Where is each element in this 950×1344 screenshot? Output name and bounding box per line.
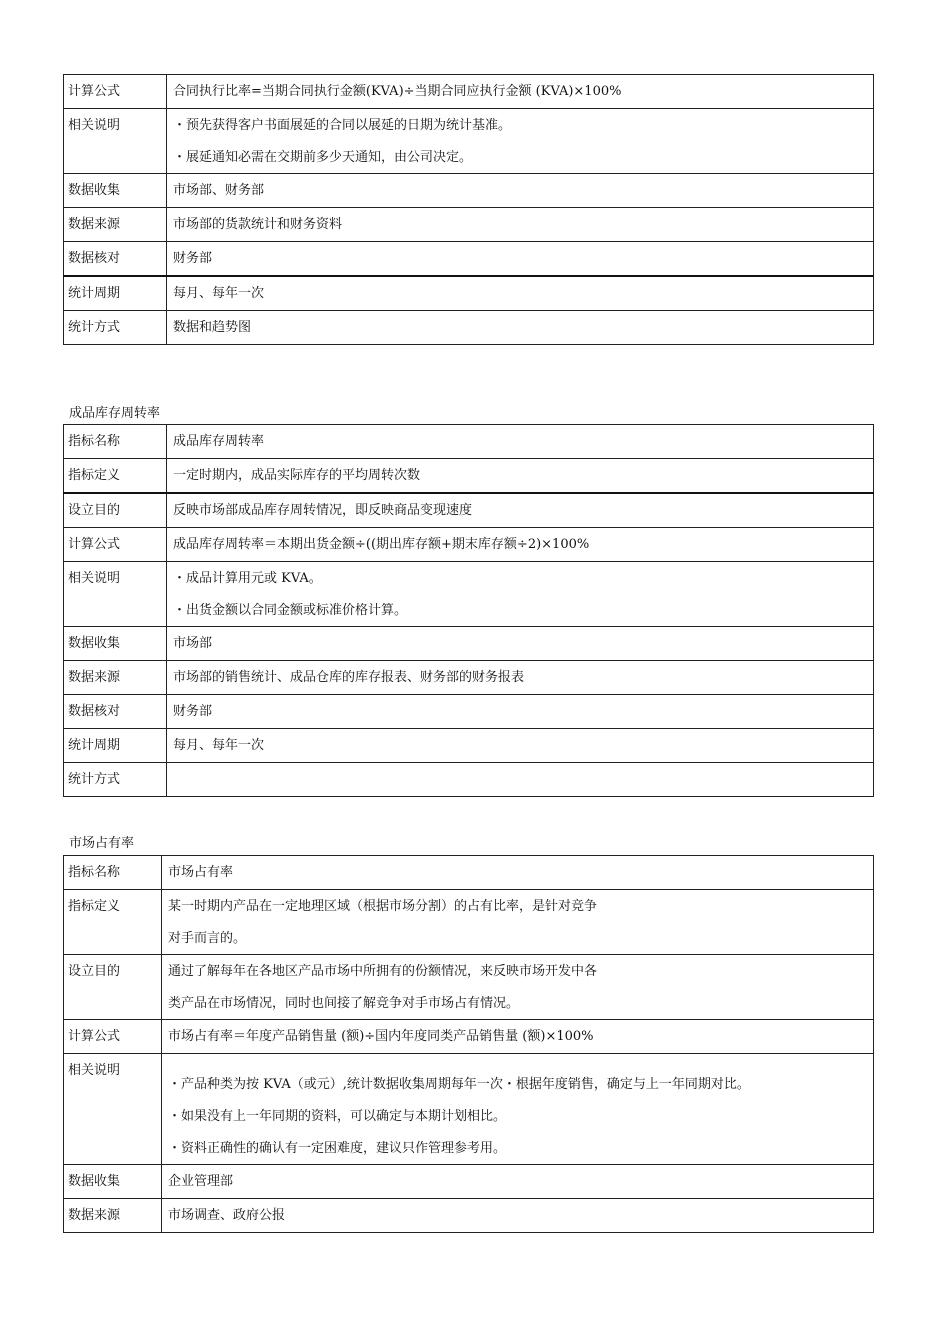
table-row bbox=[64, 208, 874, 242]
row-label: 统计方式 bbox=[64, 763, 167, 797]
table-row bbox=[64, 562, 874, 627]
row-label: 相关说明 bbox=[64, 562, 167, 627]
note-line: ・成品计算用元或 KVA。 bbox=[173, 571, 322, 586]
table-row bbox=[64, 763, 874, 797]
row-value-multiline bbox=[162, 890, 874, 955]
row-value: 每月、每年一次 bbox=[167, 276, 874, 311]
note-line: ・预先获得客户书面展延的合同以展延的日期为统计基准。 bbox=[173, 118, 512, 133]
row-label: 指标名称 bbox=[64, 856, 162, 890]
row-value: 反映市场部成品库存周转情况，即反映商品变现速度 bbox=[167, 493, 874, 528]
table-row bbox=[64, 242, 874, 277]
text-line: 类产品在市场情况，同时也间接了解竞争对手市场占有情况。 bbox=[168, 996, 520, 1011]
table-row bbox=[64, 109, 874, 174]
table-row bbox=[64, 276, 874, 311]
row-value: 合同执行比率=当期合同执行金额(KVA)÷当期合同应执行金额 (KVA)×100% bbox=[167, 75, 874, 109]
row-label: 数据收集 bbox=[64, 174, 167, 208]
row-value: 企业管理部 bbox=[162, 1165, 874, 1199]
row-label: 数据核对 bbox=[64, 695, 167, 729]
section-title-market-share: 市场占有率 bbox=[69, 836, 135, 851]
row-label: 指标定义 bbox=[64, 890, 162, 955]
table-row bbox=[64, 311, 874, 345]
table-row bbox=[64, 955, 874, 1020]
row-label: 数据来源 bbox=[64, 661, 167, 695]
row-value-multiline bbox=[162, 1054, 874, 1165]
row-label: 相关说明 bbox=[64, 109, 167, 174]
row-value: 财务部 bbox=[167, 242, 874, 277]
row-value-multiline bbox=[167, 562, 874, 627]
row-label: 统计周期 bbox=[64, 276, 167, 311]
note-line: ・如果没有上一年同期的资料，可以确定与本期计划相比。 bbox=[168, 1109, 507, 1124]
row-value: 市场部的货款统计和财务资料 bbox=[167, 208, 874, 242]
row-label: 相关说明 bbox=[64, 1054, 162, 1165]
row-value: 成品库存周转率 bbox=[167, 425, 874, 459]
text-line: 某一时期内产品在一定地理区域（根据市场分割）的占有比率，是针对竞争 bbox=[168, 899, 598, 914]
table-row bbox=[64, 493, 874, 528]
row-label: 计算公式 bbox=[64, 1020, 162, 1054]
row-value: 一定时期内，成品实际库存的平均周转次数 bbox=[167, 459, 874, 494]
text-line: 对手而言的。 bbox=[168, 931, 247, 946]
row-label: 计算公式 bbox=[64, 75, 167, 109]
row-label: 数据来源 bbox=[64, 208, 167, 242]
table-row bbox=[64, 1054, 874, 1165]
table-row bbox=[64, 425, 874, 459]
table-row bbox=[64, 661, 874, 695]
row-value bbox=[167, 763, 874, 797]
row-label: 数据收集 bbox=[64, 627, 167, 661]
row-label: 设立目的 bbox=[64, 955, 162, 1020]
note-line: ・资料正确性的确认有一定困难度，建议只作管理参考用。 bbox=[168, 1141, 507, 1156]
row-label: 指标定义 bbox=[64, 459, 167, 494]
note-line: ・出货金额以合同金额或标准价格计算。 bbox=[173, 603, 408, 618]
row-value: 每月、每年一次 bbox=[167, 729, 874, 763]
row-label: 数据核对 bbox=[64, 242, 167, 277]
table-row bbox=[64, 890, 874, 955]
table-row bbox=[64, 1165, 874, 1199]
row-value: 成品库存周转率＝本期出货金额÷((期出库存额+期末库存额÷2)×100% bbox=[167, 528, 874, 562]
contract-execution-table bbox=[63, 74, 874, 345]
note-line: ・产品种类为按 KVA（或元）,统计数据收集周期每年一次・根据年度销售，确定与上一年同期对比。 bbox=[168, 1077, 750, 1092]
inventory-turnover-table bbox=[63, 424, 874, 797]
table-row bbox=[64, 1020, 874, 1054]
row-value: 市场部的销售统计、成品仓库的库存报表、财务部的财务报表 bbox=[167, 661, 874, 695]
row-label: 统计周期 bbox=[64, 729, 167, 763]
row-label: 计算公式 bbox=[64, 528, 167, 562]
row-value-multiline bbox=[167, 109, 874, 174]
market-share-table bbox=[63, 855, 874, 1233]
text-line: 通过了解每年在各地区产品市场中所拥有的份额情况，来反映市场开发中各 bbox=[168, 964, 598, 979]
table-row bbox=[64, 75, 874, 109]
row-value: 市场占有率＝年度产品销售量 (额)÷国内年度同类产品销售量 (额)×100% bbox=[162, 1020, 874, 1054]
row-value: 市场调查、政府公报 bbox=[162, 1199, 874, 1233]
table-row bbox=[64, 729, 874, 763]
row-value: 市场部、财务部 bbox=[167, 174, 874, 208]
row-value: 市场占有率 bbox=[162, 856, 874, 890]
row-label: 数据来源 bbox=[64, 1199, 162, 1233]
table-row bbox=[64, 695, 874, 729]
table-row bbox=[64, 1199, 874, 1233]
row-value-multiline bbox=[162, 955, 874, 1020]
row-label: 指标名称 bbox=[64, 425, 167, 459]
note-line: ・展延通知必需在交期前多少天通知，由公司决定。 bbox=[173, 150, 473, 165]
row-label: 数据收集 bbox=[64, 1165, 162, 1199]
table-row bbox=[64, 459, 874, 494]
table-row bbox=[64, 627, 874, 661]
row-label: 统计方式 bbox=[64, 311, 167, 345]
row-value: 市场部 bbox=[167, 627, 874, 661]
table-row bbox=[64, 856, 874, 890]
row-label: 设立目的 bbox=[64, 493, 167, 528]
section-title-inventory-turnover: 成品库存周转率 bbox=[69, 406, 161, 421]
row-value: 财务部 bbox=[167, 695, 874, 729]
table-row bbox=[64, 174, 874, 208]
table-row bbox=[64, 528, 874, 562]
row-value: 数据和趋势图 bbox=[167, 311, 874, 345]
